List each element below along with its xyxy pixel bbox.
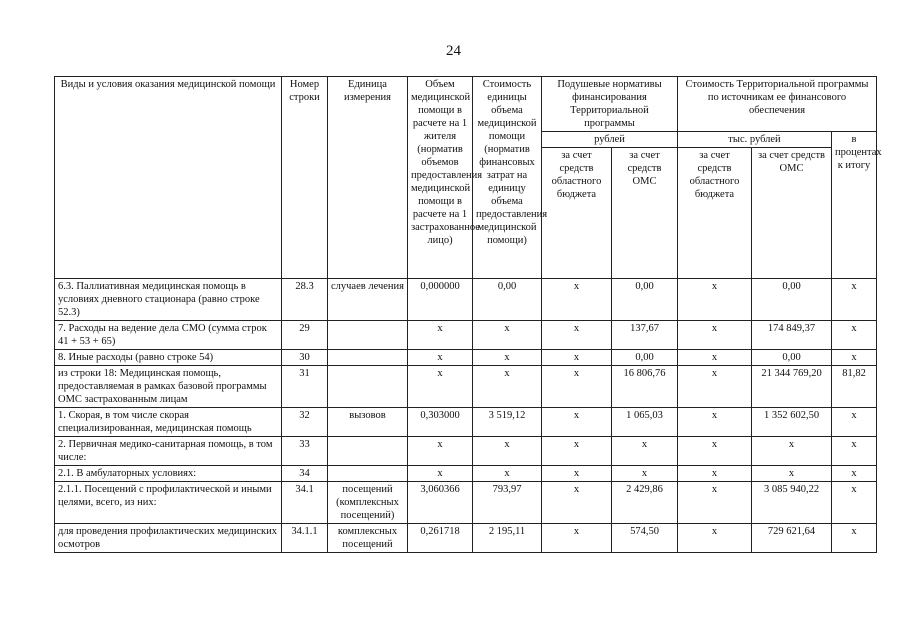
header-unit-thousand-rubles: тыс. рублей xyxy=(678,132,832,148)
table-row xyxy=(55,482,877,524)
cell-tot-oms: 0,00 xyxy=(752,279,832,321)
cell-pc-oms: 574,50 xyxy=(612,524,678,553)
medical-care-table xyxy=(54,76,882,553)
cell-name: для проведения профилактических медицинских осмотров xyxy=(55,524,282,553)
cell-num: 34 xyxy=(282,466,328,482)
cell-pct: x xyxy=(832,524,877,553)
cell-pc-oms: 1 065,03 xyxy=(612,408,678,437)
cell-unit xyxy=(328,437,408,466)
cell-unit xyxy=(328,466,408,482)
cell-num: 32 xyxy=(282,408,328,437)
cell-pc-budget: x xyxy=(542,437,612,466)
cell-name: 2. Первичная медико-санитарная помощь, в том числе: xyxy=(55,437,282,466)
cell-pc-budget: x xyxy=(542,279,612,321)
cell-unit: посещений (комплексных посещений) xyxy=(328,482,408,524)
cell-pc-budget: x xyxy=(542,350,612,366)
cell-unit: комплексных посещений xyxy=(328,524,408,553)
cell-unit xyxy=(328,321,408,350)
cell-num: 28.3 xyxy=(282,279,328,321)
header-care-type: Виды и условия оказания медицинской помощи xyxy=(55,77,282,279)
cell-pct: x xyxy=(832,408,877,437)
header-unit: Единица измерения xyxy=(328,77,408,279)
cell-tot-oms: 1 352 602,50 xyxy=(752,408,832,437)
header-pc-regional-budget: за счет средств областного бюджета xyxy=(542,148,612,279)
cell-tot-budget: x xyxy=(678,437,752,466)
cell-unit xyxy=(328,350,408,366)
cell-name: из строки 18: Медицинская помощь, предоставляемая в рамках базовой программы ОМС застрахованным лицам xyxy=(55,366,282,408)
cell-num: 30 xyxy=(282,350,328,366)
cell-name: 1. Скорая, в том числе скорая специализированная, медицинская помощь xyxy=(55,408,282,437)
table-row xyxy=(55,366,877,408)
cell-volume: x xyxy=(408,350,473,366)
cell-tot-budget: x xyxy=(678,321,752,350)
cell-tot-oms: 0,00 xyxy=(752,350,832,366)
header-row-top xyxy=(55,77,877,132)
cell-num: 29 xyxy=(282,321,328,350)
cell-pct: x xyxy=(832,321,877,350)
cell-name: 2.1.1. Посещений с профилактической и иными целями, всего, из них: xyxy=(55,482,282,524)
cell-tot-budget: x xyxy=(678,366,752,408)
cell-tot-budget: x xyxy=(678,279,752,321)
cell-num: 34.1 xyxy=(282,482,328,524)
cell-pc-oms: 0,00 xyxy=(612,350,678,366)
cell-pc-budget: x xyxy=(542,366,612,408)
cell-tot-oms: x xyxy=(752,437,832,466)
cell-tot-oms: 174 849,37 xyxy=(752,321,832,350)
header-tot-regional-budget: за счет средств областного бюджета xyxy=(678,148,752,279)
table-row xyxy=(55,279,877,321)
cell-name: 2.1. В амбулаторных условиях: xyxy=(55,466,282,482)
cell-volume: x xyxy=(408,437,473,466)
cell-volume: 3,060366 xyxy=(408,482,473,524)
cell-num: 31 xyxy=(282,366,328,408)
cell-pc-oms: x xyxy=(612,466,678,482)
cell-pct: x xyxy=(832,350,877,366)
header-per-capita: Подушевые нормативы финансирования Территориальной программы xyxy=(542,77,678,132)
header-volume: Объем медицинской помощи в расчете на 1 жителя (норматив объемов предоставления медицинской помощи в расчете на 1 застрахованное лицо) xyxy=(408,77,473,279)
cell-pc-oms: 16 806,76 xyxy=(612,366,678,408)
cell-cost: x xyxy=(473,321,542,350)
header-unit-cost: Стоимость единицы объема медицинской помощи (норматив финансовых затрат на единицу объема предоставления медицинской помощи) xyxy=(473,77,542,279)
cell-cost: x xyxy=(473,366,542,408)
cell-volume: x xyxy=(408,466,473,482)
header-program-cost: Стоимость Территориальной программы по источникам ее финансового обеспечения xyxy=(678,77,877,132)
cell-pc-budget: x xyxy=(542,524,612,553)
cell-tot-oms: x xyxy=(752,466,832,482)
cell-pct: x xyxy=(832,466,877,482)
cell-volume: x xyxy=(408,366,473,408)
cell-pc-budget: x xyxy=(542,321,612,350)
table-row xyxy=(55,350,877,366)
cell-pct: x xyxy=(832,482,877,524)
cell-volume: 0,261718 xyxy=(408,524,473,553)
cell-pct: x xyxy=(832,437,877,466)
header-tot-oms: за счет средств ОМС xyxy=(752,148,832,279)
cell-tot-budget: x xyxy=(678,408,752,437)
cell-pc-oms: 0,00 xyxy=(612,279,678,321)
cell-pc-oms: 2 429,86 xyxy=(612,482,678,524)
cell-cost: x xyxy=(473,350,542,366)
header-unit-rubles: рублей xyxy=(542,132,678,148)
cell-num: 33 xyxy=(282,437,328,466)
cell-cost: x xyxy=(473,437,542,466)
cell-tot-budget: x xyxy=(678,350,752,366)
cell-volume: x xyxy=(408,321,473,350)
header-row-number: Номер строки xyxy=(282,77,328,279)
cell-cost: x xyxy=(473,466,542,482)
cell-tot-oms: 3 085 940,22 xyxy=(752,482,832,524)
header-percent: в процентах к итогу xyxy=(832,132,877,279)
cell-unit: вызовов xyxy=(328,408,408,437)
cell-name: 7. Расходы на ведение дела СМО (сумма строк 41 + 53 + 65) xyxy=(55,321,282,350)
cell-pc-budget: x xyxy=(542,466,612,482)
cell-cost: 793,97 xyxy=(473,482,542,524)
header-pc-oms: за счет средств ОМС xyxy=(612,148,678,279)
cell-volume: 0,000000 xyxy=(408,279,473,321)
cell-pct: x xyxy=(832,279,877,321)
cell-name: 8. Иные расходы (равно строке 54) xyxy=(55,350,282,366)
cell-pct: 81,82 xyxy=(832,366,877,408)
page-number: 24 xyxy=(446,43,461,59)
cell-pc-oms: x xyxy=(612,437,678,466)
cell-cost: 2 195,11 xyxy=(473,524,542,553)
cell-tot-oms: 21 344 769,20 xyxy=(752,366,832,408)
cell-num: 34.1.1 xyxy=(282,524,328,553)
cell-cost: 3 519,12 xyxy=(473,408,542,437)
cell-name: 6.3. Паллиативная медицинская помощь в условиях дневного стационара (равно строке 52.3) xyxy=(55,279,282,321)
cell-pc-budget: x xyxy=(542,408,612,437)
cell-tot-budget: x xyxy=(678,482,752,524)
table-row xyxy=(55,321,877,350)
cell-tot-budget: x xyxy=(678,466,752,482)
table-row xyxy=(55,437,877,466)
cell-volume: 0,303000 xyxy=(408,408,473,437)
table-row xyxy=(55,524,877,553)
cell-unit: случаев лечения xyxy=(328,279,408,321)
cell-pc-oms: 137,67 xyxy=(612,321,678,350)
cell-tot-budget: x xyxy=(678,524,752,553)
cell-tot-oms: 729 621,64 xyxy=(752,524,832,553)
cell-pc-budget: x xyxy=(542,482,612,524)
table-row xyxy=(55,466,877,482)
table-row xyxy=(55,408,877,437)
cell-unit xyxy=(328,366,408,408)
cell-cost: 0,00 xyxy=(473,279,542,321)
